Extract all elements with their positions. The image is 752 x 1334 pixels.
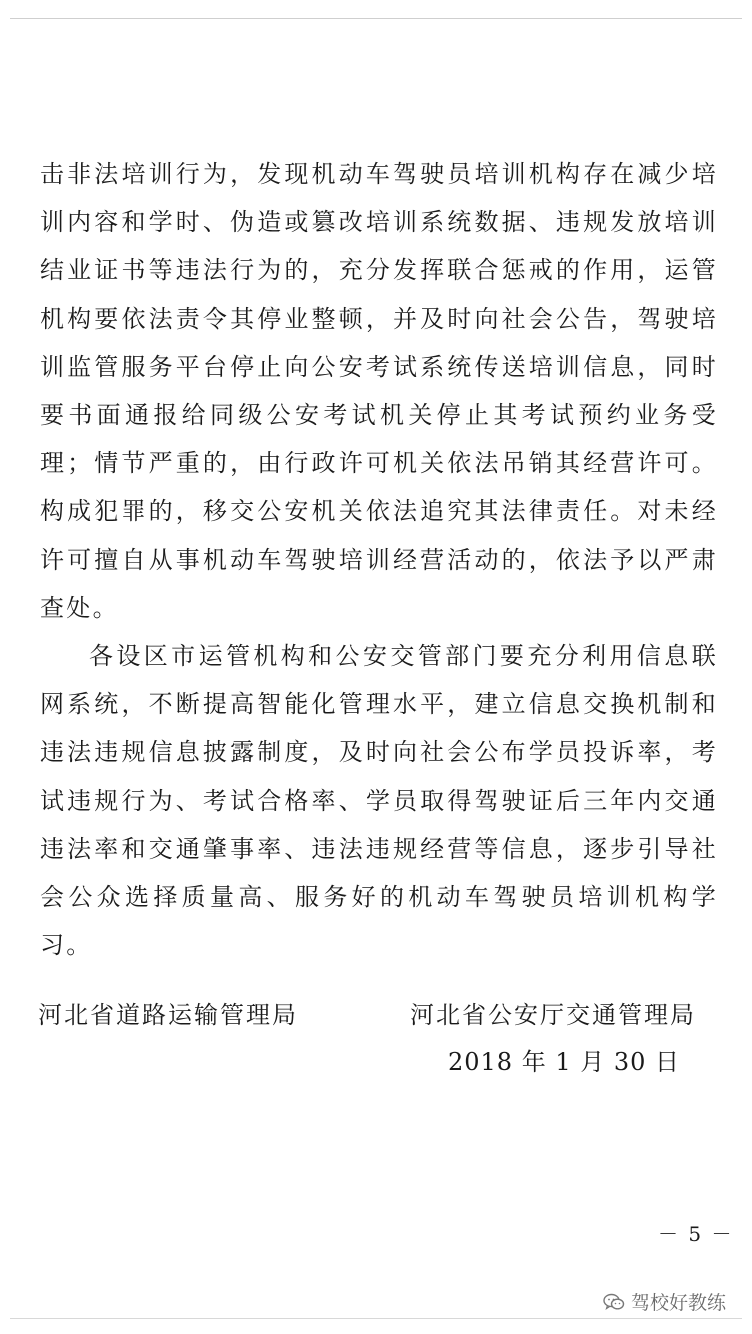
bottom-divider (10, 1318, 742, 1319)
watermark (603, 1288, 726, 1315)
signatory-left: 河北省道路运输管理局 (38, 1001, 298, 1029)
document-date: 2018 年 1 月 30 日 (448, 1048, 681, 1076)
document-body (40, 150, 718, 969)
paragraph-2: 各设区市运管机构和公安交管部门要充分利用信息联网系统，不断提高智能化管理水平，建立信息交换机制和违法违规信息披露制度，及时向社会公布学员投诉率，考试违规行为、考试合格率、学员取得驾驶证后三年内交通违法率和交通肇事率、违法违规经营等信息，逐步引导社会公众选择质量高、服务好的机动车驾驶员培训机构学习。 (40, 642, 718, 960)
signatory-right: 河北省公安厅交通管理局 (410, 1001, 696, 1029)
page-number: － 5 － (658, 1222, 734, 1246)
watermark-text: 驾校好教练 (631, 1292, 727, 1314)
wechat-icon (603, 1293, 625, 1311)
top-divider (10, 18, 742, 19)
paragraph-1: 击非法培训行为，发现机动车驾驶员培训机构存在减少培训内容和学时、伪造或篡改培训系统数据、违规发放培训结业证书等违法行为的，充分发挥联合惩戒的作用，运管机构要依法责令其停业整顿，并及时向社会公告，驾驶培训监管服务平台停止向公安考试系统传送培训信息，同时要书面通报给同级公安考试机关停止其考试预约业务受理；情节严重的，由行政许可机关依法吊销其经营许可。构成犯罪的，移交公安机关依法追究其法律责任。对未经许可擅自从事机动车驾驶培训经营活动的，依法予以严肃查处。 (40, 160, 718, 622)
